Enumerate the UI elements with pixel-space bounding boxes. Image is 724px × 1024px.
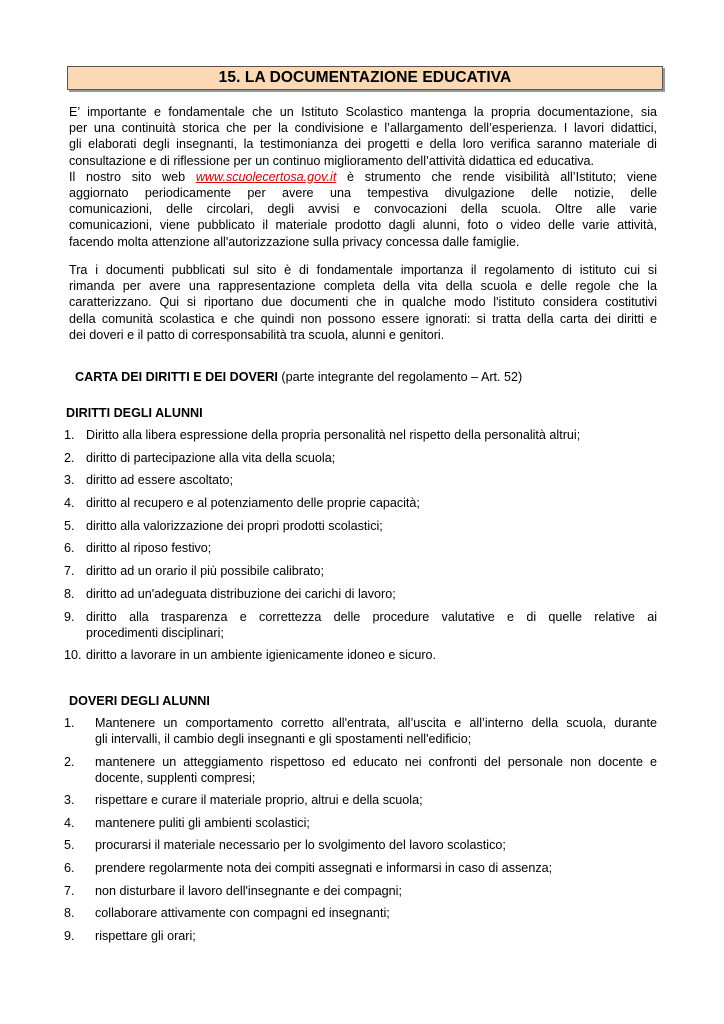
diritti-item xyxy=(64,472,657,488)
diritti-item xyxy=(64,609,657,641)
list-number: 8. xyxy=(64,906,75,921)
list-number: 9. xyxy=(64,928,75,943)
diritti-item xyxy=(64,540,657,556)
doveri-list xyxy=(64,715,657,950)
list-text-line: rispettare e curare il materiale proprio, altrui e della scuola; xyxy=(95,793,423,808)
doveri-item xyxy=(64,715,657,747)
list-text xyxy=(64,792,657,808)
list-text xyxy=(64,905,657,921)
list-number: 8. xyxy=(64,586,75,601)
text-fragment: Il nostro sito web xyxy=(69,169,186,184)
doveri-heading-text: DOVERI DEGLI ALUNNI xyxy=(69,694,210,708)
text-line: comunicazioni, delle circolari, degli avvisi e convocazioni della scuola. Oltre alle varie xyxy=(69,202,657,217)
text-fragment: è strumento che rende visibilità all’Istituto; viene xyxy=(347,169,658,184)
list-text-line: Mantenere un comportamento corretto all'entrata, all’uscita e all’interno della scuola, durante xyxy=(95,716,657,730)
list-text xyxy=(64,815,657,831)
diritti-item xyxy=(64,563,657,579)
carta-heading-note: (parte integrante del regolamento – Art. 52) xyxy=(281,370,523,384)
list-number: 7. xyxy=(64,564,75,579)
list-number: 6. xyxy=(64,860,75,875)
list-text-line: mantenere un atteggiamento rispettoso ed educato nei confronti del personale non docente e xyxy=(95,754,657,769)
intro-paragraph-2 xyxy=(69,169,657,250)
text-line: aggiornato periodicamente per avere una tempestiva divulgazione delle notizie, delle xyxy=(69,186,657,200)
diritti-item xyxy=(64,647,657,663)
list-number: 6. xyxy=(64,541,75,556)
list-number: 10. xyxy=(64,648,82,663)
list-number: 1. xyxy=(64,716,75,730)
list-text-line: non disturbare il lavoro dell'insegnante e dei compagni; xyxy=(95,883,402,898)
diritti-list xyxy=(64,427,657,670)
list-number: 9. xyxy=(64,609,75,624)
list-text xyxy=(64,472,657,488)
text-line: per una continuità storica che per la condivisione e l’allargamento dell’esperienza. I lavori didattici, xyxy=(69,121,657,136)
list-text-line: gli intervalli, il cambio degli insegnanti e gli spostamenti nell'edificio; xyxy=(95,732,472,746)
text-line: Tra i documenti pubblicati sul sito è di fondamentale importanza il regolamento di istituto cui si xyxy=(69,263,657,277)
list-text-line: Diritto alla libera espressione della propria personalità nel rispetto della personalità altrui; xyxy=(86,428,581,442)
text-line: E’ importante e fondamentale che un Istituto Scolastico mantenga la propria documentazione, sia xyxy=(69,105,657,119)
list-text xyxy=(64,609,657,641)
intro-paragraph-1 xyxy=(69,104,657,169)
text-line: dei doveri e il patto di corresponsabilità tra scuola, alunni e genitori. xyxy=(69,327,445,342)
list-text xyxy=(64,883,657,899)
text-line: rimanda per avere una rappresentazione completa della vita della scuola e delle regole che la xyxy=(69,279,657,294)
list-text xyxy=(64,586,657,602)
doveri-item xyxy=(64,883,657,899)
list-text-line: mantenere puliti gli ambienti scolastici; xyxy=(95,815,310,830)
list-text xyxy=(64,540,657,556)
section-title: 15. LA DOCUMENTAZIONE EDUCATIVA xyxy=(218,69,512,86)
list-text-line: diritto alla trasparenza e correttezza delle procedure valutative e di quelle relative ai xyxy=(86,609,657,624)
list-text xyxy=(64,427,657,443)
list-text xyxy=(64,928,657,944)
list-text xyxy=(64,518,657,534)
diritti-item xyxy=(64,518,657,534)
list-number: 4. xyxy=(64,815,75,830)
intro-paragraph-3 xyxy=(69,262,657,343)
diritti-item xyxy=(64,427,657,443)
text-line: facendo molta attenzione all'autorizzazione sulla privacy concessa dalle famiglie. xyxy=(69,234,520,249)
list-text-line: diritto al recupero e al potenziamento delle proprie capacità; xyxy=(86,496,420,511)
list-text xyxy=(64,450,657,466)
diritti-heading xyxy=(66,405,203,421)
text-line: gli elaborati degli insegnanti, la testimonianza dei progetti e della loro verifica saranno materiale di xyxy=(69,137,657,152)
doveri-item xyxy=(64,754,657,786)
list-text-line: docente, supplenti compresi; xyxy=(95,770,256,785)
list-number: 3. xyxy=(64,793,75,808)
doveri-item xyxy=(64,837,657,853)
diritti-item xyxy=(64,495,657,511)
list-text-line: diritto alla valorizzazione dei propri prodotti scolastici; xyxy=(86,518,383,533)
diritti-item xyxy=(64,450,657,466)
doveri-item xyxy=(64,815,657,831)
list-text xyxy=(64,495,657,511)
list-number: 3. xyxy=(64,473,75,488)
list-text-line: diritto ad essere ascoltato; xyxy=(86,473,234,488)
list-text-line: diritto di partecipazione alla vita della scuola; xyxy=(86,450,336,465)
text-line-with-link xyxy=(69,169,657,185)
list-number: 1. xyxy=(64,428,75,442)
list-text-line: collaborare attivamente con compagni ed insegnanti; xyxy=(95,906,390,921)
list-number: 7. xyxy=(64,883,75,898)
list-number: 5. xyxy=(64,838,75,853)
list-number: 2. xyxy=(64,754,75,769)
list-text-line: diritto ad un'adeguata distribuzione dei carichi di lavoro; xyxy=(86,586,396,601)
doveri-item xyxy=(64,928,657,944)
list-text-line: rispettare gli orari; xyxy=(95,928,196,943)
doveri-item xyxy=(64,905,657,921)
list-text-line: prendere regolarmente nota dei compiti assegnati e informarsi in caso di assenza; xyxy=(95,860,553,875)
section-title-box xyxy=(67,66,663,90)
doveri-heading xyxy=(69,693,210,709)
doveri-item xyxy=(64,860,657,876)
text-line: comunicazioni, viene pubblicato il materiale prodotto dagli alunni, foto o video delle varie attività, xyxy=(69,218,657,233)
doveri-item xyxy=(64,792,657,808)
list-text xyxy=(64,754,657,786)
list-text xyxy=(64,563,657,579)
list-text-line: diritto a lavorare in un ambiente igienicamente idoneo e sicuro. xyxy=(86,648,437,663)
list-text xyxy=(64,837,657,853)
list-number: 5. xyxy=(64,518,75,533)
list-text-line: diritto ad un orario il più possibile calibrato; xyxy=(86,564,325,579)
list-text xyxy=(64,715,657,747)
list-text xyxy=(64,647,657,663)
carta-heading-bold: CARTA DEI DIRITTI E DEI DOVERI xyxy=(75,370,278,384)
website-link[interactable]: www.scuolecertosa.gov.it xyxy=(195,169,337,184)
carta-heading xyxy=(75,369,522,385)
text-line: caratterizzano. Qui si riportano due documenti che in qualche modo l'istituto considera costitutivi xyxy=(69,295,657,310)
diritti-item xyxy=(64,586,657,602)
text-line: consultazione e di riflessione per un continuo miglioramento dell’attività didattica ed educativa. xyxy=(69,153,595,168)
list-text-line: procedimenti disciplinari; xyxy=(86,625,224,640)
list-text-line: procurarsi il materiale necessario per lo svolgimento del lavoro scolastico; xyxy=(95,838,506,853)
list-text xyxy=(64,860,657,876)
list-number: 2. xyxy=(64,450,75,465)
list-text-line: diritto al riposo festivo; xyxy=(86,541,212,556)
diritti-heading-text: DIRITTI DEGLI ALUNNI xyxy=(66,406,203,420)
text-line: della comunità scolastica e che quindi non possono essere ignorati: si tratta della carta dei diritti e xyxy=(69,311,657,326)
list-number: 4. xyxy=(64,496,75,511)
